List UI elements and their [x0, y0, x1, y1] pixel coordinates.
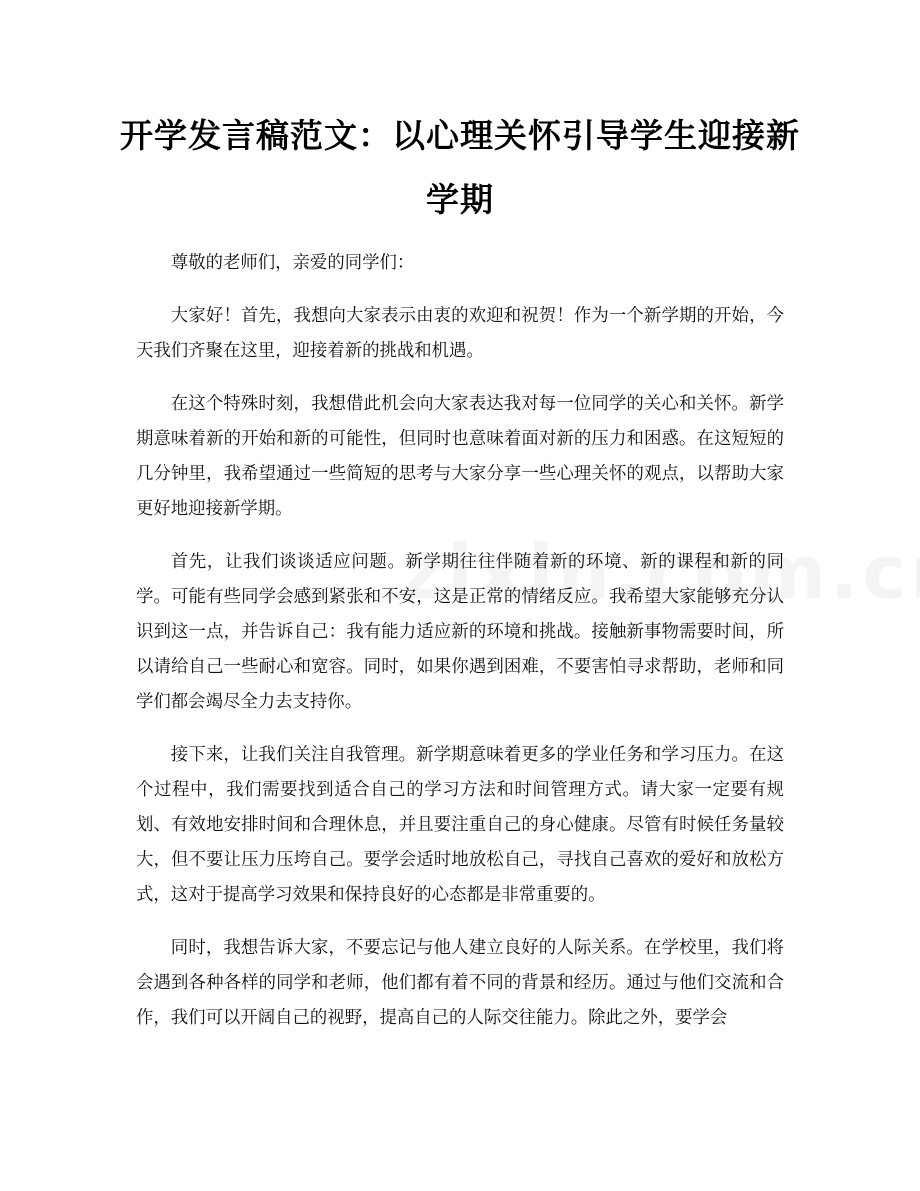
body-paragraph: 同时，我想告诉大家，不要忘记与他人建立良好的人际关系。在学校里，我们将会遇到各种各样的同学和老师，他们都有着不同的背景和经历。通过与他们交流和合作，我们可以开阔自己的视野，提高自己的人际交往能力。除此之外，要学会 — [136, 938, 784, 1028]
body-paragraph: 在这个特殊时刻，我想借此机会向大家表达我对每一位同学的关心和关怀。新学期意味着新的开始和新的可能性，但同时也意味着面对新的压力和困惑。在这短短的几分钟里，我希望通过一些简短的思考与大家分享一些心理关怀的观点，以帮助大家更好地迎接新学期。 — [136, 394, 784, 519]
body-paragraph: 首先，让我们谈谈适应问题。新学期往往伴随着新的环境、新的课程和新的同学。可能有些同学会感到紧张和不安，这是正常的情绪反应。我希望大家能够充分认识到这一点，并告诉自己：我有能力适应新的环境和挑战。接触新事物需要时间，所以请给自己一些耐心和宽容。同时，如果你遇到困难，不要害怕寻求帮助，老师和同学们都会竭尽全力去支持你。 — [136, 552, 784, 712]
salutation-paragraph: 尊敬的老师们，亲爱的同学们： — [170, 253, 415, 273]
body-paragraph: 接下来，让我们关注自我管理。新学期意味着更多的学业任务和学习压力。在这个过程中，我们需要找到适合自己的学习方法和时间管理方式。请大家一定要有规划、有效地安排时间和合理休息，并且要注重自己的身心健康。尽管有时候任务量较大，但不要让压力压垮自己。要学会适时地放松自己，寻找自己喜欢的爱好和放松方式，这对于提高学习效果和保持良好的心态都是非常重要的。 — [136, 745, 784, 905]
document-body — [136, 246, 784, 1054]
body-paragraph: 大家好！首先，我想向大家表示由衷的欢迎和祝贺！作为一个新学期的开始，今天我们齐聚在这里，迎接着新的挑战和机遇。 — [136, 306, 784, 361]
document-title: 开学发言稿范文：以心理关怀引导学生迎接新学期 — [120, 116, 800, 219]
